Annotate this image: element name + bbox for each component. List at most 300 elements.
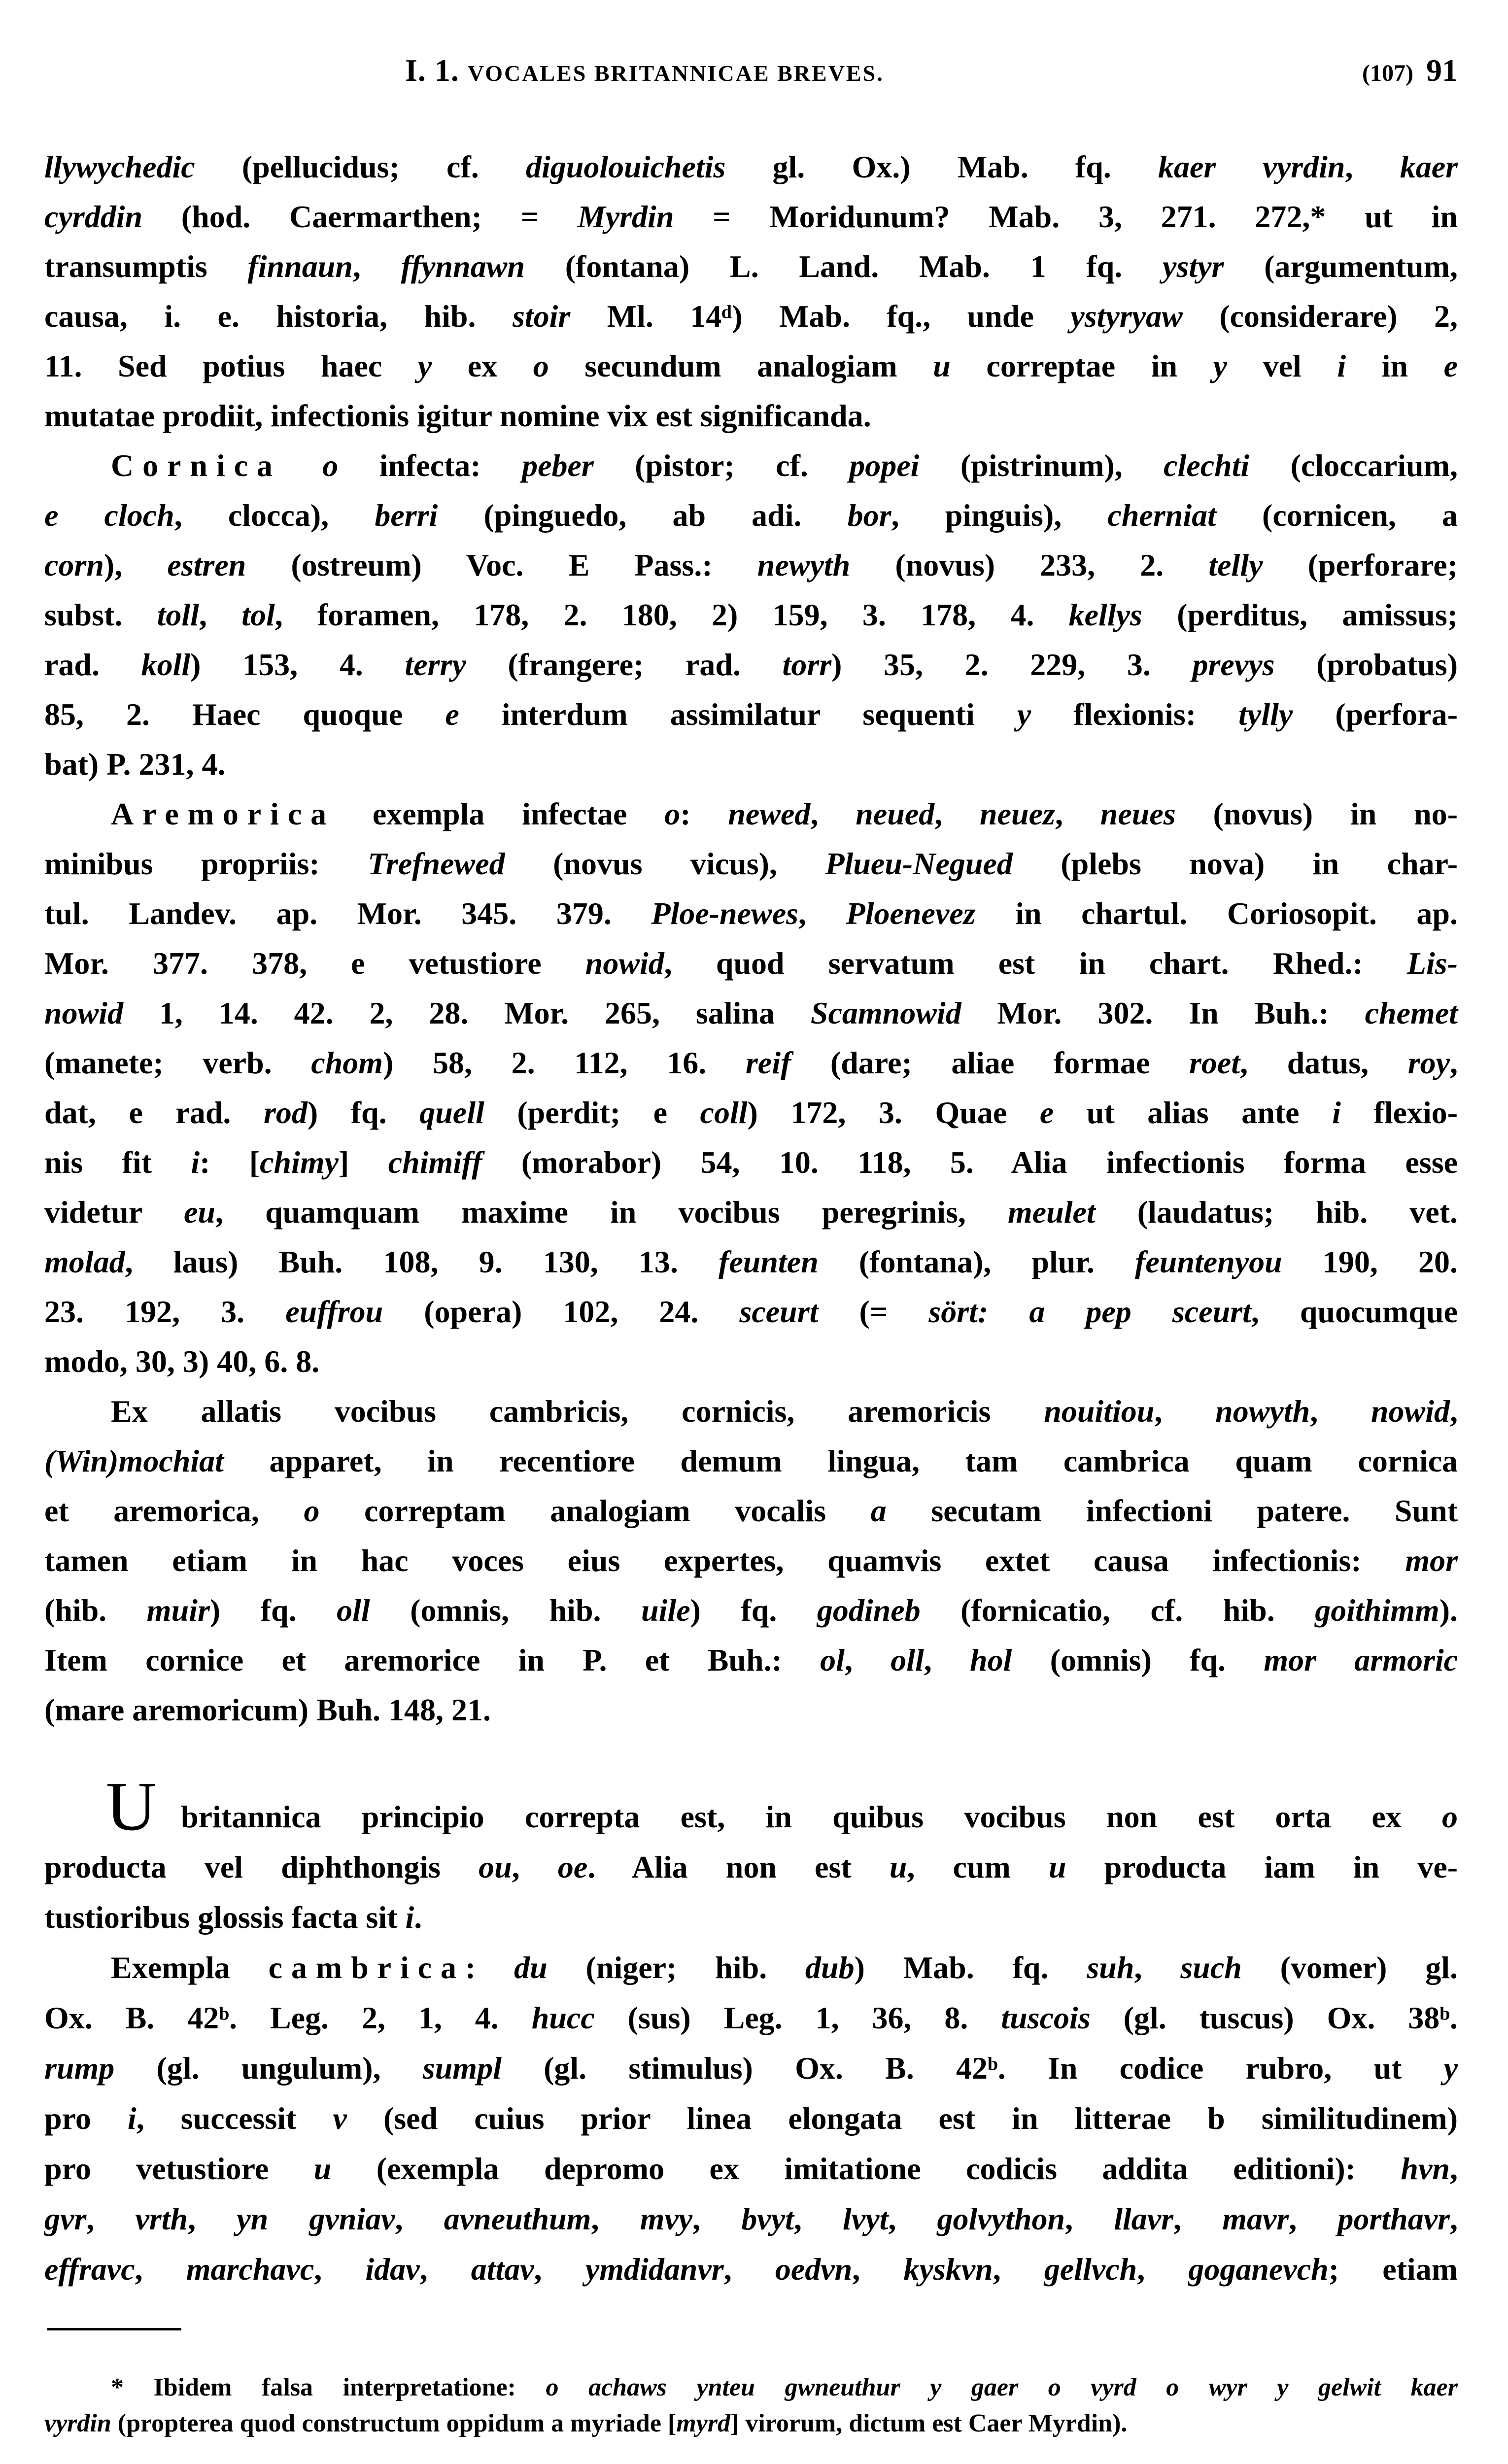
text-run: (dare; aliae formae <box>791 1045 1189 1080</box>
italic-term: du <box>514 1950 548 1985</box>
text-line <box>44 590 1458 640</box>
italic-term: ymdidanvr <box>585 2252 724 2287</box>
text-run: . Alia non est <box>587 1849 890 1884</box>
spaced-heading: Cornica <box>111 448 281 483</box>
italic-term: hucc <box>531 2000 595 2035</box>
text-run: , <box>924 1643 970 1677</box>
italic-term: feuntenyou <box>1135 1244 1282 1279</box>
text-run: , <box>199 597 242 632</box>
italic-term: i <box>191 1145 200 1180</box>
italic-term: clechti <box>1164 448 1250 483</box>
italic-term: y <box>1443 2051 1458 2086</box>
text-line <box>44 341 1458 391</box>
text-run: modo, 30, 3) 40, 6. 8. <box>44 1344 320 1379</box>
text-line <box>44 1187 1458 1237</box>
text-run: (hib. <box>44 1593 147 1628</box>
italic-term: u <box>889 1849 907 1884</box>
text-run: (plebs nova) in char- <box>1012 846 1458 881</box>
text-run: , <box>798 896 846 931</box>
text-run: 11. Sed potius haec <box>44 348 418 383</box>
italic-term: roet <box>1189 1045 1240 1080</box>
italic-term: gellvch <box>1044 2252 1137 2287</box>
text-run: interdum assimilatur sequenti <box>459 697 1017 732</box>
italic-term: neuez <box>980 796 1055 831</box>
text-run: producta iam in ve- <box>1066 1849 1458 1884</box>
text-run: ] virorum, dictum est Caer Myrdin). <box>730 2409 1128 2437</box>
text-run <box>281 448 322 483</box>
italic-term: nowid <box>585 946 664 981</box>
italic-term: feunten <box>719 1244 819 1279</box>
text-run: (gl. stimulus) Ox. B. 42ᵇ. In codice rubro, ut <box>501 2051 1444 2086</box>
text-run: , <box>844 1643 891 1677</box>
italic-term: i <box>1332 1095 1341 1130</box>
italic-term: euffrou <box>285 1294 383 1329</box>
italic-term: Trefnewed <box>368 846 505 881</box>
text-line <box>44 2194 1458 2244</box>
footnote <box>44 2369 1458 2441</box>
italic-term: kaer vyrdin <box>1158 149 1345 184</box>
italic-term: e <box>1039 1095 1054 1130</box>
text-run: (sed cuius prior linea elongata est in litterae b similitudinem) <box>346 2101 1458 2136</box>
italic-term: Scamnowid <box>810 995 961 1030</box>
text-run: (probatus) <box>1274 647 1458 682</box>
text-run: (niger; hib. <box>547 1950 806 1985</box>
italic-term: tol <box>241 597 275 632</box>
text-run: Exempla <box>111 1950 269 1985</box>
text-run: , datus, <box>1240 1045 1408 1080</box>
text-run: correptam analogiam vocalis <box>319 1493 871 1528</box>
text-run: vel <box>1227 348 1337 383</box>
text-line <box>44 391 1458 441</box>
text-line <box>44 1635 1458 1685</box>
text-line <box>44 1993 1458 2043</box>
italic-term: o <box>664 796 681 831</box>
text-run: producta vel diphthongis <box>44 1849 479 1884</box>
text-run: ) 153, 4. <box>190 647 405 682</box>
italic-term: Plueu-Negued <box>825 846 1013 881</box>
italic-term: finnaun <box>247 249 353 284</box>
text-run: (novus) in no- <box>1175 796 1458 831</box>
text-run: , <box>692 2201 742 2236</box>
text-run: , <box>852 2252 904 2287</box>
italic-term: idav <box>365 2252 420 2287</box>
text-run: * Ibidem falsa interpretatione: <box>111 2373 546 2401</box>
text-run: , successit <box>136 2101 333 2136</box>
text-run: (frangere; rad. <box>466 647 783 682</box>
italic-term: mvy <box>640 2201 693 2236</box>
text-run: , <box>135 2252 186 2287</box>
text-run: , <box>1450 1045 1458 1080</box>
italic-term: chimiff <box>388 1145 482 1180</box>
italic-term: sumpl <box>422 2051 502 2086</box>
italic-term: Lis- <box>1406 946 1458 981</box>
text-run: Ox. B. 42ᵇ. Leg. 2, 1, 4. <box>44 2000 532 2035</box>
text-run: ) 58, 2. 112, 16. <box>383 1045 746 1080</box>
italic-term: goganevch <box>1188 2252 1329 2287</box>
italic-term: prevys <box>1192 647 1275 682</box>
italic-term: estren <box>167 548 246 582</box>
italic-term: oll <box>891 1643 924 1677</box>
text-line <box>44 2043 1458 2093</box>
italic-term: Ploenevez <box>846 896 976 931</box>
body-section-u <box>44 1767 1458 2294</box>
italic-term: vrth <box>135 2201 188 2236</box>
italic-term: ffynnawn <box>401 249 525 284</box>
text-run: , <box>1065 2201 1114 2236</box>
text-line <box>44 640 1458 689</box>
italic-term: nowid <box>1371 1394 1450 1429</box>
italic-term: hol <box>970 1643 1012 1677</box>
page-number: 91 <box>1426 53 1458 88</box>
italic-term: Myrdin <box>577 199 674 234</box>
italic-term: popei <box>849 448 920 483</box>
italic-term: bvyt <box>741 2201 794 2236</box>
text-run: tamen etiam in hac voces eius expertes, quamvis extet causa infectionis: <box>44 1543 1405 1578</box>
italic-term: y <box>1213 348 1228 383</box>
italic-term: o <box>533 348 549 383</box>
text-run: correptae in <box>950 348 1213 383</box>
text-run: ) 35, 2. 229, 3. <box>831 647 1193 682</box>
italic-term: o <box>1442 1799 1458 1834</box>
text-run: , <box>534 2252 585 2287</box>
text-run: , <box>419 2252 471 2287</box>
text-line <box>44 291 1458 341</box>
italic-term: cherniat <box>1107 498 1216 533</box>
text-run: (novus vicus), <box>505 846 825 881</box>
text-run: (fornicatio, cf. hib. <box>920 1593 1315 1628</box>
text-line <box>44 789 1458 839</box>
text-run: secutam infectioni patere. Sunt <box>886 1493 1458 1528</box>
italic-term: avneuthum <box>444 2201 591 2236</box>
text-run: rad. <box>44 647 141 682</box>
text-run: ) fq. <box>307 1095 420 1130</box>
text-run: , <box>1137 2252 1189 2287</box>
text-run: subst. <box>44 597 157 632</box>
text-run: , pinguis), <box>891 498 1108 533</box>
italic-term: peber <box>522 448 594 483</box>
italic-term: yn gvniav <box>237 2201 395 2236</box>
italic-term: e cloch <box>44 498 174 533</box>
text-run: (hod. Caermarthen; = <box>142 199 578 234</box>
text-run: (vomer) gl. <box>1241 1950 1458 1985</box>
text-run: , <box>352 249 401 284</box>
text-run: Mor. 302. In Buh.: <box>961 995 1365 1030</box>
text-run: , <box>1450 2151 1458 2186</box>
italic-term: muir <box>146 1593 210 1628</box>
italic-term: llavr <box>1114 2201 1174 2236</box>
italic-term: bor <box>847 498 891 533</box>
text-run: (perdit; e <box>484 1095 700 1130</box>
italic-term: kaer <box>1400 149 1458 184</box>
header-title: VOCALES BRITANNICAE BREVES. <box>467 61 884 86</box>
text-line <box>44 490 1458 540</box>
italic-term: rod <box>263 1095 308 1130</box>
italic-term: v <box>333 2101 347 2136</box>
text-line <box>44 2093 1458 2144</box>
text-run: mutatae prodiit, infectionis igitur nomine vix est significanda. <box>44 398 871 433</box>
text-line <box>44 1536 1458 1585</box>
text-run: (gl. ungulum), <box>114 2051 423 2086</box>
italic-term: myrd <box>676 2409 730 2437</box>
text-run: ) 172, 3. Quae <box>747 1095 1040 1130</box>
italic-term: y <box>417 348 432 383</box>
italic-term: hvn <box>1401 2151 1450 2186</box>
italic-term: berri <box>375 498 438 533</box>
text-line <box>44 1287 1458 1336</box>
text-run: tul. Landev. ap. Mor. 345. 379. <box>44 896 651 931</box>
spaced-heading: cambrica <box>268 1950 465 1985</box>
text-run: ut alias ante <box>1054 1095 1333 1130</box>
running-header <box>0 49 1508 92</box>
text-run: , <box>810 796 856 831</box>
text-run: (cornicen, a <box>1216 498 1458 533</box>
text-run: (pistrinum), <box>919 448 1164 483</box>
text-line <box>44 1137 1458 1187</box>
italic-term: chom <box>311 1045 383 1080</box>
text-run: (exempla depromo ex imitatione codicis addita editioni): <box>331 2151 1401 2186</box>
italic-term: eu <box>184 1195 215 1230</box>
text-run: (omnis, hib. <box>370 1593 642 1628</box>
text-line <box>44 192 1458 241</box>
text-line <box>44 1486 1458 1536</box>
italic-term: tuscois <box>1001 2000 1091 2035</box>
text-run: , <box>1154 1394 1216 1429</box>
text-line <box>44 1892 1458 1943</box>
text-run: 190, 20. <box>1282 1244 1458 1279</box>
italic-term: o <box>304 1493 320 1528</box>
italic-term: mavr <box>1222 2201 1289 2236</box>
italic-term: e <box>445 697 459 732</box>
text-run: Ex allatis vocibus cambricis, cornicis, aremoricis <box>111 1394 1044 1429</box>
text-run: (argumentum, <box>1224 249 1458 284</box>
text-run: 23. 192, 3. <box>44 1294 286 1329</box>
italic-term: i <box>405 1900 414 1935</box>
text-run: bat) P. 231, 4. <box>44 747 226 782</box>
text-run: ; etiam <box>1328 2252 1458 2287</box>
running-header-title <box>405 49 884 95</box>
text-run: in <box>1346 348 1444 383</box>
text-run: , <box>512 1849 558 1884</box>
text-run: pro <box>44 2101 128 2136</box>
italic-term: reif <box>745 1045 791 1080</box>
italic-term: nowid <box>44 995 124 1030</box>
text-run: (laudatus; hib. vet. <box>1095 1195 1458 1230</box>
text-run: videtur <box>44 1195 184 1230</box>
text-run: , <box>188 2201 237 2236</box>
text-run: et aremorica, <box>44 1493 304 1528</box>
text-run: ) Mab. fq. <box>854 1950 1087 1985</box>
italic-term: ou <box>479 1849 512 1884</box>
text-run: , <box>1345 149 1400 184</box>
text-run: (= <box>818 1294 929 1329</box>
text-run: britannica principio correpta est, in quibus vocibus non est orta ex <box>181 1799 1442 1834</box>
text-run: transumptis <box>44 249 248 284</box>
italic-term: uile <box>641 1593 690 1628</box>
italic-term: diguolouichetis <box>525 149 726 184</box>
italic-term: o <box>322 448 339 483</box>
text-run: , quocumque <box>1251 1294 1458 1329</box>
text-run: (manete; verb. <box>44 1045 311 1080</box>
text-run: minibus propriis: <box>44 846 368 881</box>
italic-term: meulet <box>1007 1195 1096 1230</box>
text-run: ] <box>339 1145 388 1180</box>
text-run: exempla infectae <box>335 796 665 831</box>
text-line <box>44 1386 1458 1436</box>
text-line <box>44 1436 1458 1486</box>
text-run: , <box>1289 2201 1338 2236</box>
italic-term: chimy <box>260 1145 339 1180</box>
text-run: ) fq. <box>690 1593 817 1628</box>
italic-term: llywychedic <box>44 149 195 184</box>
original-page-number: (107) <box>1362 60 1413 86</box>
italic-term: telly <box>1208 548 1263 582</box>
text-run: , <box>888 2201 937 2236</box>
text-run: Item cornice et aremorice in P. et Buh.: <box>44 1643 821 1677</box>
footnote-rule <box>47 2328 181 2330</box>
text-run: 85, 2. Haec quoque <box>44 697 446 732</box>
italic-term: a <box>870 1493 887 1528</box>
text-run: , laus) Buh. 108, 9. 130, 13. <box>125 1244 719 1279</box>
text-run: , <box>1450 1394 1458 1429</box>
text-run: (opera) 102, 24. <box>383 1294 740 1329</box>
text-line <box>44 1088 1458 1137</box>
text-run: (sus) Leg. 1, 36, 8. <box>594 2000 1001 2035</box>
italic-term: Ploe-newes <box>651 896 799 931</box>
text-run: (perditus, amissus; <box>1142 597 1458 632</box>
italic-term: mor <box>1405 1543 1458 1578</box>
header-section-number: I. 1. <box>405 53 459 88</box>
italic-term: godineb <box>817 1593 921 1628</box>
text-run: ) fq. <box>209 1593 337 1628</box>
italic-term: chemet <box>1365 995 1458 1030</box>
italic-term: suh <box>1087 1950 1134 1985</box>
italic-term: sört: a pep sceurt <box>928 1294 1251 1329</box>
text-line <box>44 1237 1458 1287</box>
italic-term: gvr <box>44 2201 87 2236</box>
text-line <box>44 2244 1458 2294</box>
text-run: (propterea quod constructum oppidum a myriade [ <box>111 2409 677 2437</box>
italic-term: (Win)mochiat <box>44 1443 224 1478</box>
italic-term: torr <box>782 647 832 682</box>
text-run: tustioribus glossis facta sit <box>44 1900 406 1935</box>
italic-term: rump <box>44 2051 115 2086</box>
italic-term: molad <box>44 1244 125 1279</box>
text-run: , <box>934 796 980 831</box>
italic-term: dub <box>805 1950 855 1985</box>
text-line <box>44 441 1458 490</box>
italic-term: stoir <box>512 299 571 334</box>
italic-term: oll <box>337 1593 370 1628</box>
text-run: (perforare; <box>1263 548 1458 582</box>
italic-term: golvython <box>937 2201 1065 2236</box>
text-run: (pistor; cf. <box>593 448 850 483</box>
italic-term: o achaws ynteu gwneuthur y gaer o vyrd o wyr y gelwit kaer <box>546 2373 1458 2401</box>
drop-cap: U <box>106 1767 157 1845</box>
italic-term: quell <box>419 1095 484 1130</box>
text-run: secundum analogiam <box>548 348 933 383</box>
text-run: : <box>465 1950 514 1985</box>
italic-term: attav <box>471 2252 534 2287</box>
italic-term: u <box>1048 1849 1066 1884</box>
italic-term: nouitiou <box>1044 1394 1155 1429</box>
italic-term: cyrddin <box>44 199 143 234</box>
text-run: , <box>314 2252 366 2287</box>
text-run: (cloccarium, <box>1249 448 1458 483</box>
text-line <box>44 1685 1458 1735</box>
footnote-line <box>44 2369 1458 2405</box>
text-line <box>44 142 1458 192</box>
italic-term: goithimm <box>1315 1593 1439 1628</box>
body-section-o-infection <box>44 142 1458 1735</box>
text-line <box>44 689 1458 739</box>
italic-term: tylly <box>1238 697 1293 732</box>
spaced-heading: Aremorica <box>111 796 336 831</box>
italic-term: kellys <box>1068 597 1142 632</box>
italic-term: neued <box>856 796 935 831</box>
text-run: (morabor) 54, 10. 118, 5. Alia infectionis forma esse <box>482 1145 1458 1180</box>
text-line <box>44 540 1458 590</box>
italic-term: i <box>127 2101 137 2136</box>
italic-term: newyth <box>757 548 851 582</box>
italic-term: ystyryaw <box>1070 299 1183 334</box>
text-line <box>44 739 1458 789</box>
running-header-page <box>1362 49 1458 95</box>
italic-term: nowyth <box>1215 1394 1310 1429</box>
italic-term: porthavr <box>1337 2201 1450 2236</box>
text-run: flexio- <box>1340 1095 1458 1130</box>
text-run: (ostreum) Voc. E Pass.: <box>246 548 757 582</box>
italic-term: neues <box>1100 796 1176 831</box>
italic-term: effravc <box>44 2252 135 2287</box>
italic-term: oe <box>557 1849 588 1884</box>
text-run: ex <box>432 348 533 383</box>
italic-term: u <box>933 348 951 383</box>
text-run: causa, i. e. historia, hib. <box>44 299 513 334</box>
text-run: . <box>414 1900 422 1935</box>
italic-term: marchavc <box>186 2252 314 2287</box>
text-line <box>44 1038 1458 1088</box>
text-run: gl. Ox.) Mab. fq. <box>725 149 1158 184</box>
italic-term: vyrdin <box>44 2409 111 2437</box>
italic-term: ystyr <box>1163 249 1224 284</box>
text-line <box>44 889 1458 938</box>
text-run: , <box>1450 2201 1458 2236</box>
text-run: (mare aremoricum) Buh. 148, 21. <box>44 1692 491 1727</box>
text-run: nis fit <box>44 1145 191 1180</box>
text-run: , <box>793 2201 843 2236</box>
italic-term: y <box>1017 697 1031 732</box>
text-line <box>44 241 1458 291</box>
text-line <box>44 938 1458 988</box>
text-run: ). <box>1439 1593 1458 1628</box>
text-run: flexionis: <box>1031 697 1239 732</box>
text-run: , foramen, 178, 2. 180, 2) 159, 3. 178, 4. <box>274 597 1069 632</box>
italic-term: newed <box>728 796 811 831</box>
italic-term: mor armoric <box>1264 1643 1458 1677</box>
text-run: Ml. 14ᵈ) Mab. fq., unde <box>570 299 1071 334</box>
italic-term: roy <box>1407 1045 1450 1080</box>
text-run: (fontana), plur. <box>818 1244 1135 1279</box>
text-run: , <box>723 2252 775 2287</box>
text-run: ), <box>103 548 168 582</box>
text-run: , <box>1134 1950 1181 1985</box>
italic-term: lvyt <box>843 2201 889 2236</box>
text-run: (novus) 233, 2. <box>850 548 1209 582</box>
italic-term: terry <box>405 647 466 682</box>
text-run: , clocca), <box>174 498 375 533</box>
text-run: Mor. 377. 378, e vetustiore <box>44 946 585 981</box>
text-run: , <box>591 2201 640 2236</box>
